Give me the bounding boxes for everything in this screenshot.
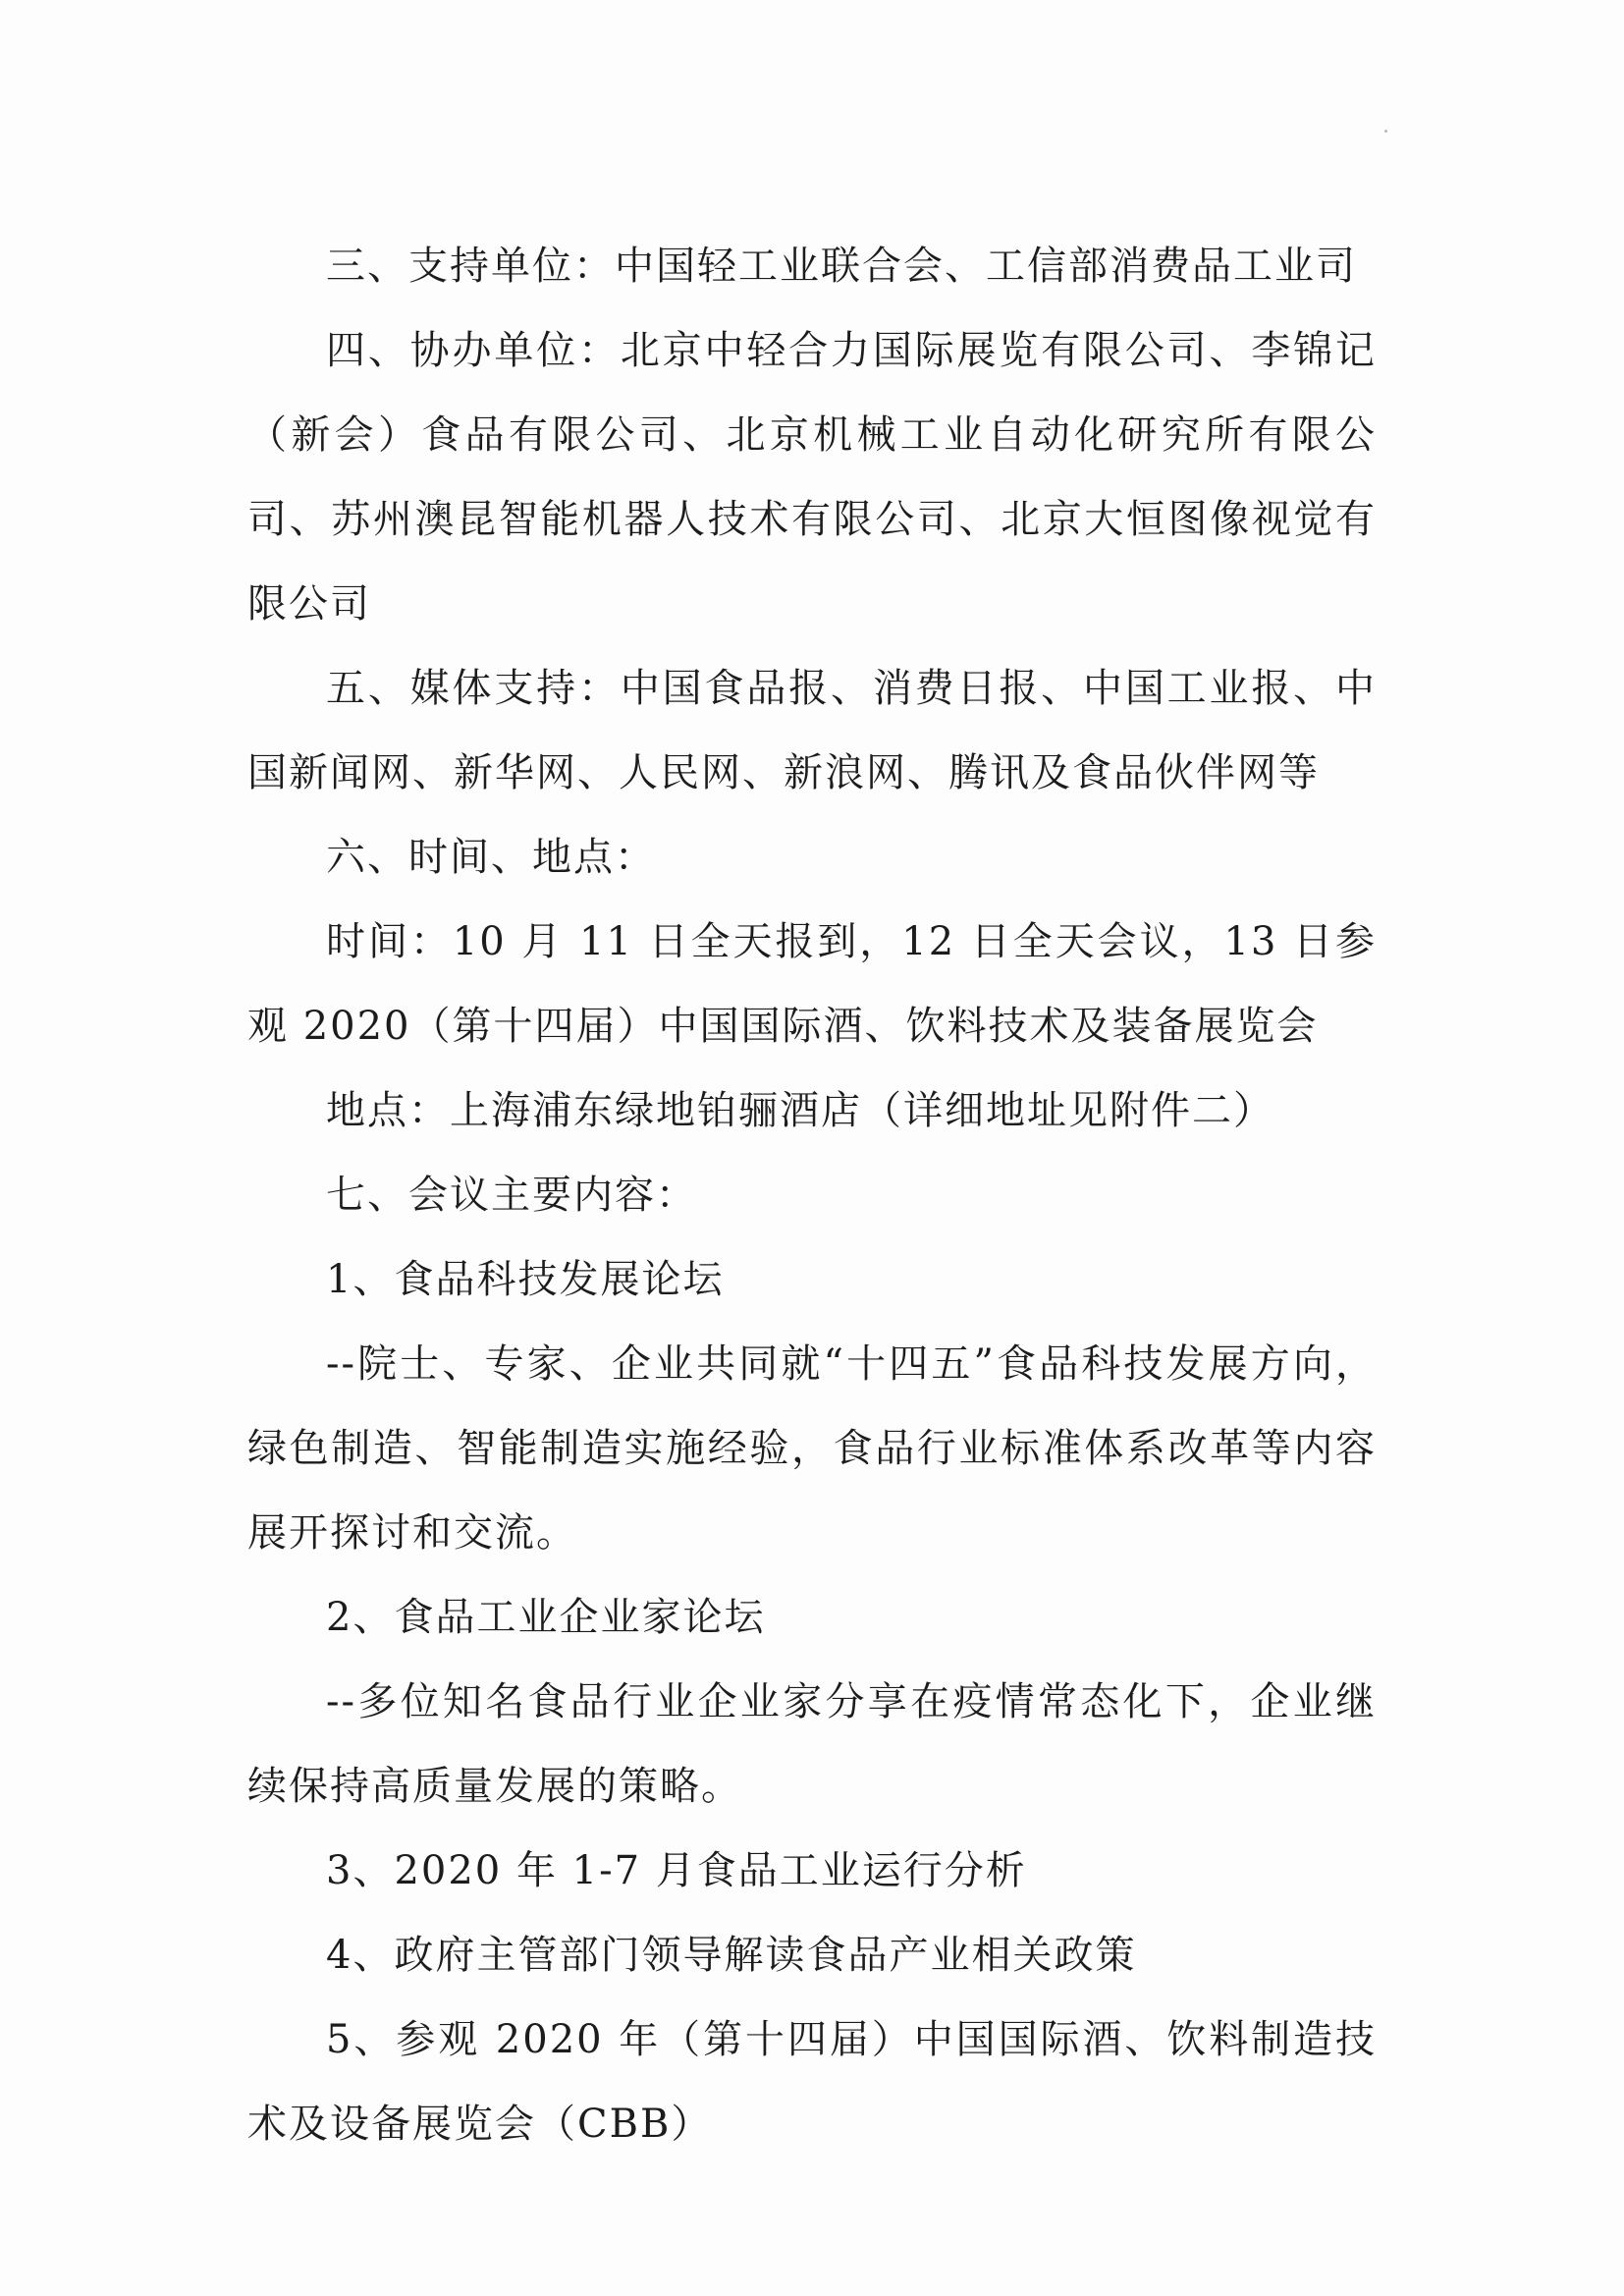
list-item-2-description: --多位知名食品行业企业家分享在疫情常态化下，企业继续保持高质量发展的策略。 bbox=[247, 1679, 1377, 1809]
paragraph-support-units: 三、支持单位：中国轻工业联合会、工信部消费品工业司 bbox=[326, 244, 1357, 289]
paragraph-time: 时间：10 月 11 日全天报到，12 日全天会议，13 日参观 2020（第十四届）中国国际酒、饮料技术及装备展览会 bbox=[247, 919, 1377, 1049]
scan-speck bbox=[1384, 130, 1387, 133]
list-item-4: 4、政府主管部门领导解读食品产业相关政策 bbox=[326, 1933, 1137, 1978]
paragraph-place: 地点：上海浦东绿地铂骊酒店（详细地址见附件二） bbox=[326, 1088, 1274, 1133]
heading-main-content: 七、会议主要内容： bbox=[326, 1173, 697, 1218]
list-item-5: 5、参观 2020 年（第十四届）中国国际酒、饮料制造技术及设备展览会（CBB） bbox=[247, 2017, 1377, 2147]
list-item-3: 3、2020 年 1-7 月食品工业运行分析 bbox=[326, 1848, 1027, 1893]
paragraph-media-support: 五、媒体支持：中国食品报、消费日报、中国工业报、中国新闻网、新华网、人民网、新浪网、腾讯及食品伙伴网等 bbox=[247, 666, 1377, 795]
list-item-1-description: --院士、专家、企业共同就“十四五”食品科技发展方向，绿色制造、智能制造实施经验，食品行业标准体系改革等内容展开探讨和交流。 bbox=[247, 1341, 1377, 1556]
heading-time-place: 六、时间、地点： bbox=[326, 835, 656, 880]
document-body bbox=[247, 224, 1377, 2166]
list-item-2: 2、食品工业企业家论坛 bbox=[326, 1595, 766, 1640]
paragraph-co-organizers: 四、协办单位：北京中轻合力国际展览有限公司、李锦记（新会）食品有限公司、北京机械工业自动化研究所有限公司、苏州澳昆智能机器人技术有限公司、北京大恒图像视觉有限公司 bbox=[247, 328, 1377, 627]
list-item-1: 1、食品科技发展论坛 bbox=[326, 1257, 725, 1302]
